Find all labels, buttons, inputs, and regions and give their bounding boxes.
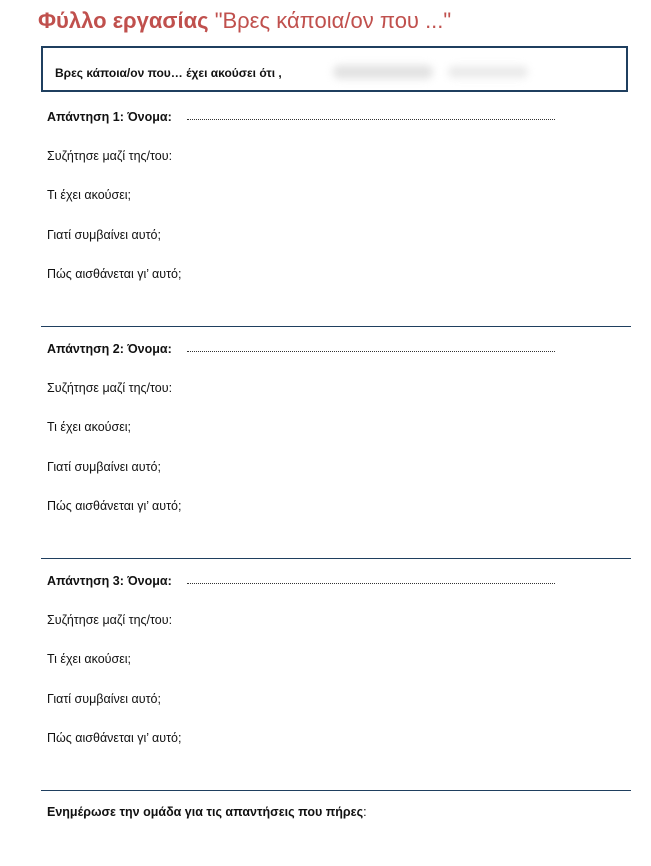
footer-colon: : <box>363 805 367 819</box>
question-why: Γιατί συμβαίνει αυτό; <box>47 692 161 706</box>
question-why: Γιατί συμβαίνει αυτό; <box>47 460 161 474</box>
question-heard: Τι έχει ακούσει; <box>47 420 132 434</box>
answer-label: Απάντηση 1: Όνομα: <box>47 110 172 124</box>
answer-label: Απάντηση 2: Όνομα: <box>47 342 172 356</box>
question-discuss: Συζήτησε μαζί της/του: <box>47 149 173 163</box>
question-why: Γιατί συμβαίνει αυτό; <box>47 228 161 242</box>
footer-instruction <box>47 805 367 819</box>
question-discuss: Συζήτησε μαζί της/του: <box>47 381 173 395</box>
divider <box>41 558 631 559</box>
redacted-text <box>333 65 433 79</box>
question-feel: Πώς αισθάνεται γι’ αυτό; <box>47 267 182 281</box>
title-bold: Φύλλο εργασίας <box>38 8 209 33</box>
divider <box>41 790 631 791</box>
footer-text: Ενημέρωσε την ομάδα για τις απαντήσεις που πήρες <box>47 805 364 819</box>
prompt-box <box>41 46 628 92</box>
question-discuss: Συζήτησε μαζί της/του: <box>47 613 173 627</box>
question-heard: Τι έχει ακούσει; <box>47 652 132 666</box>
question-feel: Πώς αισθάνεται γι’ αυτό; <box>47 499 182 513</box>
page-title <box>38 6 451 36</box>
question-feel: Πώς αισθάνεται γι’ αυτό; <box>47 731 182 745</box>
redacted-text <box>448 66 528 78</box>
divider <box>41 326 631 327</box>
name-dotted-line[interactable] <box>187 351 555 352</box>
name-dotted-line[interactable] <box>187 119 555 120</box>
answer-label: Απάντηση 3: Όνομα: <box>47 574 172 588</box>
title-rest: "Βρες κάποια/ον που ..." <box>214 8 452 33</box>
question-heard: Τι έχει ακούσει; <box>47 188 132 202</box>
prompt-text: Βρες κάποια/ον που… έχει ακούσει ότι , <box>55 66 282 80</box>
name-dotted-line[interactable] <box>187 583 555 584</box>
